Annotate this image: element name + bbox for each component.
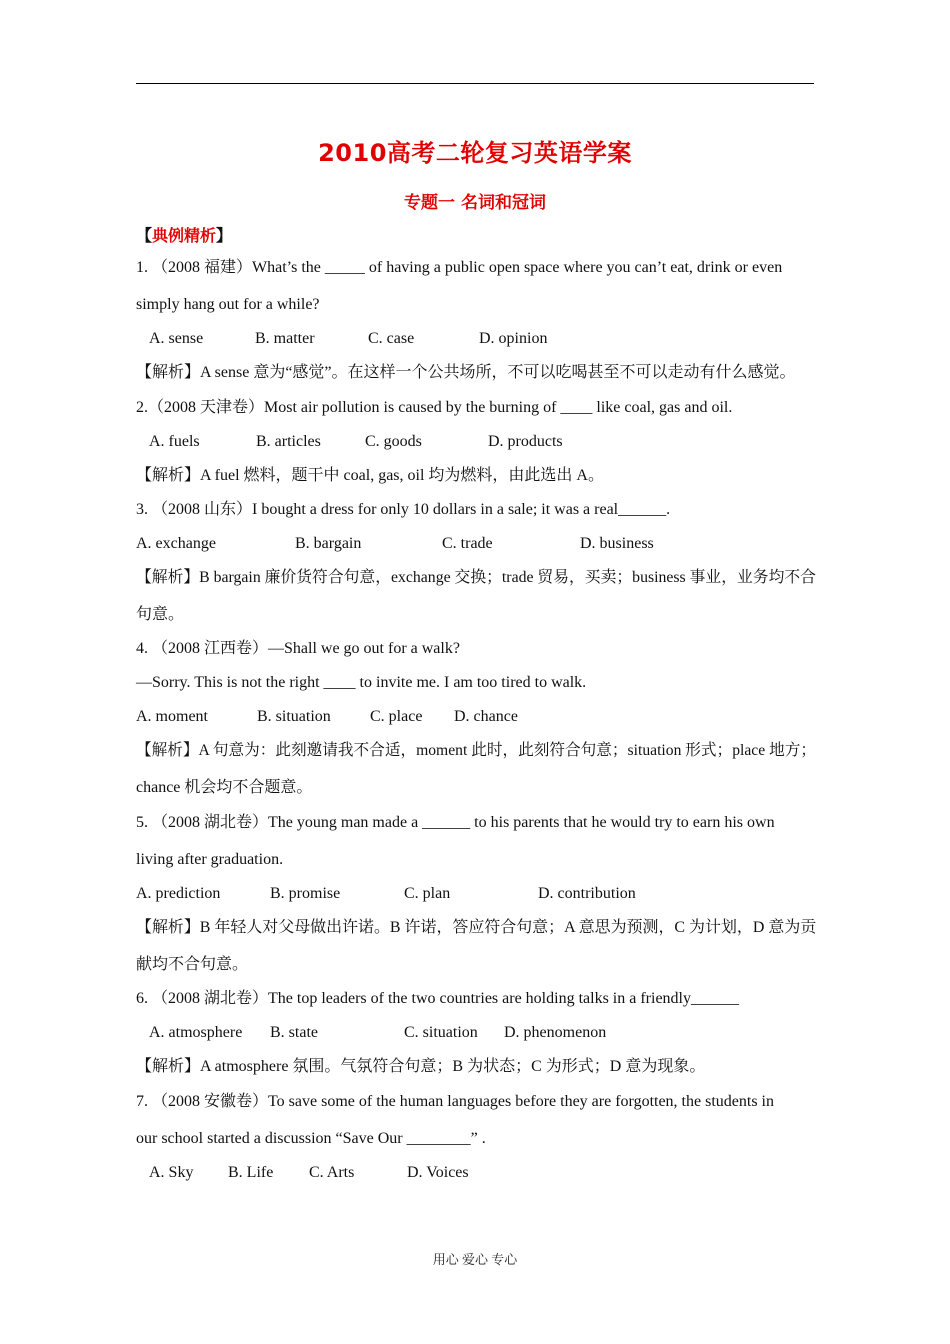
option: C. place — [370, 708, 423, 725]
option: D. business — [580, 535, 654, 552]
option: A. sense — [149, 330, 204, 347]
question-5-stem: 5. （2008 湖北卷）The young man made a ______ to his parents that he would try to earn his own — [136, 814, 775, 831]
question-1-explanation: 【解析】A sense 意为“感觉”。在这样一个公共场所，不可以吃喝甚至不可以走动有什么感觉。 — [136, 364, 796, 381]
option: C. plan — [404, 885, 451, 902]
question-4-explanation: 【解析】A 句意为：此刻邀请我不合适，moment 此时，此刻符合句意；situation 形式；place 地方； — [136, 742, 816, 759]
option: C. case — [368, 330, 415, 347]
option: C. goods — [365, 433, 422, 450]
question-2-explanation: 【解析】A fuel 燃料，题干中 coal, gas, oil 均为燃料，由此选出 A。 — [136, 467, 604, 484]
option: C. situation — [404, 1024, 478, 1041]
option: D. opinion — [479, 330, 548, 347]
question-4-stem-cont: —Sorry. This is not the right ____ to invite me. I am too tired to walk. — [136, 674, 587, 691]
option: B. articles — [256, 433, 321, 450]
option: A. atmosphere — [149, 1024, 243, 1041]
option: A. Sky — [149, 1164, 194, 1181]
option: B. bargain — [295, 535, 362, 552]
question-2-stem: 2.（2008 天津卷）Most air pollution is caused by the burning of ____ like coal, gas and oil. — [136, 399, 733, 416]
question-6-explanation: 【解析】A atmosphere 氛围。气氛符合句意；B 为状态；C 为形式；D 意为现象。 — [136, 1058, 706, 1075]
option: D. products — [488, 433, 563, 450]
option: D. chance — [454, 708, 518, 725]
question-7-stem: 7. （2008 安徽卷）To save some of the human languages before they are forgotten, the students in — [136, 1093, 774, 1110]
option: A. prediction — [136, 885, 221, 902]
question-4-stem: 4. （2008 江西卷）—Shall we go out for a walk? — [136, 640, 460, 657]
option: C. Arts — [309, 1164, 355, 1181]
option: B. matter — [255, 330, 315, 347]
question-4-explanation-cont: chance 机会均不合题意。 — [136, 779, 313, 796]
header-rule — [136, 83, 814, 84]
option: A. exchange — [136, 535, 216, 552]
question-3-stem: 3. （2008 山东）I bought a dress for only 10 dollars in a sale; it was a real______. — [136, 501, 671, 518]
page-title: 2010高考二轮复习英语学案 — [318, 139, 632, 167]
option: B. Life — [228, 1164, 274, 1181]
question-1-stem-cont: simply hang out for a while? — [136, 296, 320, 313]
question-5-explanation-cont: 献均不合句意。 — [136, 956, 249, 973]
page-footer: 用心 爱心 专心 — [432, 1252, 518, 1267]
option: D. Voices — [407, 1164, 469, 1181]
option: B. state — [270, 1024, 318, 1041]
question-3-explanation-cont: 句意。 — [136, 606, 185, 623]
option: B. promise — [270, 885, 341, 902]
question-5-stem-cont: living after graduation. — [136, 851, 284, 868]
option: A. fuels — [149, 433, 200, 450]
section-bracket-open: 【 — [136, 228, 153, 245]
section-label: 典例精析 — [152, 226, 217, 245]
option: A. moment — [136, 708, 208, 725]
option: D. phenomenon — [504, 1024, 607, 1041]
page-subtitle: 专题一 名词和冠词 — [404, 193, 546, 213]
option: D. contribution — [538, 885, 636, 902]
section-heading — [136, 223, 232, 246]
section-bracket-close: 】 — [216, 228, 233, 245]
option: B. situation — [257, 708, 331, 725]
question-3-explanation: 【解析】B bargain 廉价货符合句意，exchange 交换；trade 贸易，买卖；business 事业，业务均不合 — [136, 569, 816, 586]
question-5-explanation: 【解析】B 年轻人对父母做出许诺。B 许诺，答应符合句意；A 意思为预测，C 为计划，D 意为贡 — [136, 919, 817, 936]
question-1-stem: 1. （2008 福建）What’s the _____ of having a public open space where you can’t eat, drink or even — [136, 259, 783, 276]
question-7-stem-cont: our school started a discussion “Save Our ________” . — [136, 1130, 486, 1147]
option: C. trade — [442, 535, 493, 552]
question-6-stem: 6. （2008 湖北卷）The top leaders of the two countries are holding talks in a friendly______ — [136, 990, 739, 1007]
